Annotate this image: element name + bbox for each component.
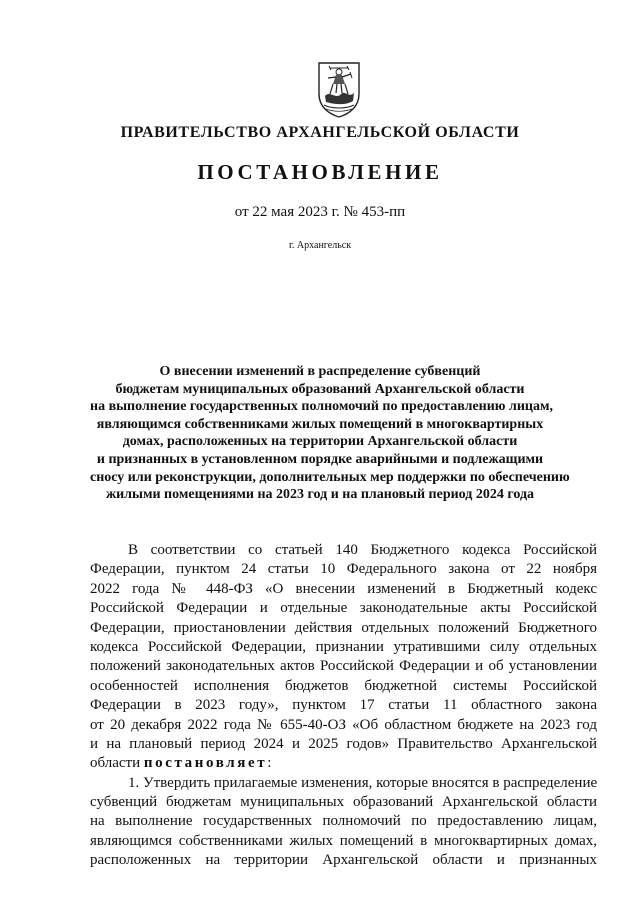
body-line: положений законодательных актов Российской Федерации и об установлении bbox=[90, 658, 597, 675]
body-line: кодекса Российской Федерации, признании утратившими силу отдельных bbox=[90, 638, 597, 655]
body-line: расположенных на территории Архангельской области и признанных bbox=[90, 852, 597, 869]
resolution-line bbox=[90, 754, 597, 773]
title-line: на выполнение государственных полномочий по предоставлению лицам, bbox=[90, 399, 554, 415]
title-line: являющимся собственниками жилых помещений в многоквартирных bbox=[96, 416, 544, 432]
title-line: сносу или реконструкции, дополнительных мер поддержки по обеспечению bbox=[90, 469, 570, 485]
body-line: Федерации, приостановлении действия отдельных положений Бюджетного bbox=[90, 619, 597, 636]
body-line: особенностей исполнения бюджетов бюджетной системы Российской bbox=[90, 677, 597, 694]
body-line: являющимся собственниками жилых помещений в многоквартирных домах, bbox=[90, 832, 597, 849]
document-type: ПОСТАНОВЛЕНИЕ bbox=[197, 160, 443, 184]
coat-of-arms-icon bbox=[316, 60, 362, 118]
title-line: жилыми помещениями на 2023 год и на плановый период 2024 года bbox=[105, 487, 535, 503]
resolution-suffix: : bbox=[267, 755, 272, 772]
city: г. Архангельск bbox=[288, 240, 352, 251]
body-line: и на плановый период 2024 и 2025 годов» Правительство Архангельской bbox=[90, 735, 597, 752]
body-line: на выполнение государственных полномочий по предоставлению лицам, bbox=[90, 813, 597, 830]
body-line: Федерации в 2023 году», пунктом 17 статьи 11 областного закона bbox=[90, 697, 597, 714]
body-line: Федерации, пунктом 24 статьи 10 Федерального закона от 22 ноября bbox=[90, 561, 597, 578]
body-line: 1. Утвердить прилагаемые изменения, которые вносятся в распределение bbox=[128, 774, 597, 791]
resolution-prefix: области bbox=[90, 755, 144, 772]
document-body bbox=[90, 541, 597, 871]
organization-name: ПРАВИТЕЛЬСТВО АРХАНГЕЛЬСКОЙ ОБЛАСТИ bbox=[120, 124, 520, 141]
body-line: от 20 декабря 2022 года № 655-40-ОЗ «Об областном бюджете на 2023 год bbox=[90, 716, 597, 733]
resolution-keyword: постановляет bbox=[143, 755, 268, 772]
title-line: домах, расположенных на территории Архангельской области bbox=[122, 434, 518, 450]
title-line: О внесении изменений в распределение субвенций bbox=[159, 364, 481, 379]
document-date-number: от 22 мая 2023 г. № 453-пп bbox=[234, 204, 406, 220]
title-line: бюджетам муниципальных образований Архангельской области bbox=[115, 381, 525, 397]
body-line: субвенций бюджетам муниципальных образований Архангельской области bbox=[90, 794, 597, 811]
title-line: и признанных в установленном порядке аварийными и подлежащими bbox=[96, 451, 544, 467]
document-title bbox=[90, 363, 570, 504]
body-line: Российской Федерации и отдельные законодательные акты Российской bbox=[90, 600, 597, 617]
body-line: 2022 года № 448-ФЗ «О внесении изменений в Бюджетный кодекс bbox=[90, 580, 597, 597]
body-line: В соответствии со статьей 140 Бюджетного кодекса Российской bbox=[128, 542, 597, 558]
